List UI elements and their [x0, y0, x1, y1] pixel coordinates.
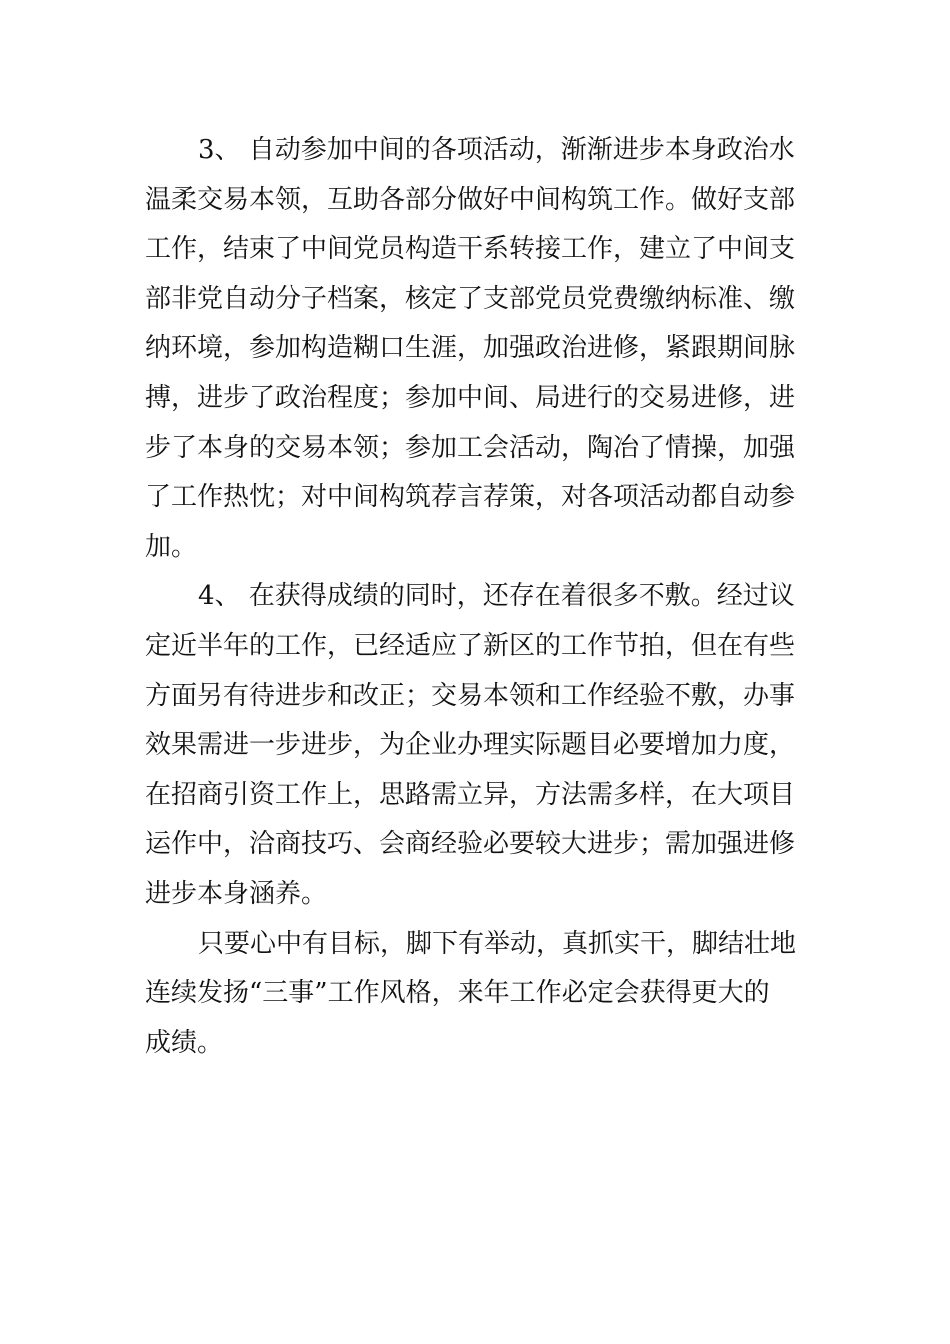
text-line: 温柔交易本领，互助各部分做好中间构筑工作。做好支部: [145, 184, 796, 215]
text-line: 了工作热忱；对中间构筑荐言荐策，对各项活动都自动参: [145, 482, 796, 513]
text-line: 成绩。: [145, 1027, 224, 1058]
text-line: 进步本身涵养。: [145, 878, 328, 909]
text-line: 在招商引资工作上，思路需立异，方法需多样，在大项目: [145, 779, 796, 810]
text-line: 工作，结束了中间党员构造干系转接工作，建立了中间支: [145, 234, 796, 265]
text-line: 纳环境，参加构造糊口生涯，加强政治进修，紧跟期间脉: [145, 333, 796, 364]
paragraph-closing: [145, 920, 815, 1069]
text-line: 加。: [145, 531, 198, 562]
text-line: 只要心中有目标，脚下有举动，真抓实干，脚结壮地: [198, 928, 797, 959]
text-line: 搏，进步了政治程度；参加中间、局进行的交易进修，进: [145, 382, 796, 413]
text-line: 3、 自动参加中间的各项活动，渐渐进步本身政治水: [198, 135, 795, 165]
text-line: 部非党自动分子档案，核定了支部党员党费缴纳标准、缴: [145, 283, 796, 314]
paragraph-3: [145, 126, 815, 572]
document-body: [145, 126, 815, 1068]
text-line: 4、 在获得成绩的同时，还存在着很多不敷。经过议: [198, 581, 795, 612]
text-line: 效果需进一步进步，为企业办理实际题目必要增加力度，: [145, 730, 796, 761]
text-line: 定近半年的工作，已经适应了新区的工作节拍，但在有些: [145, 630, 796, 661]
text-line: 步了本身的交易本领；参加工会活动，陶冶了情操，加强: [145, 432, 796, 463]
text-line: 运作中，洽商技巧、会商经验必要较大进步；需加强进修: [145, 829, 796, 860]
text-line: 方面另有待进步和改正；交易本领和工作经验不敷，办事: [145, 680, 796, 711]
text-line: 连续发扬“三事”工作风格，来年工作必定会获得更大的: [145, 978, 770, 1009]
paragraph-4: [145, 572, 815, 919]
